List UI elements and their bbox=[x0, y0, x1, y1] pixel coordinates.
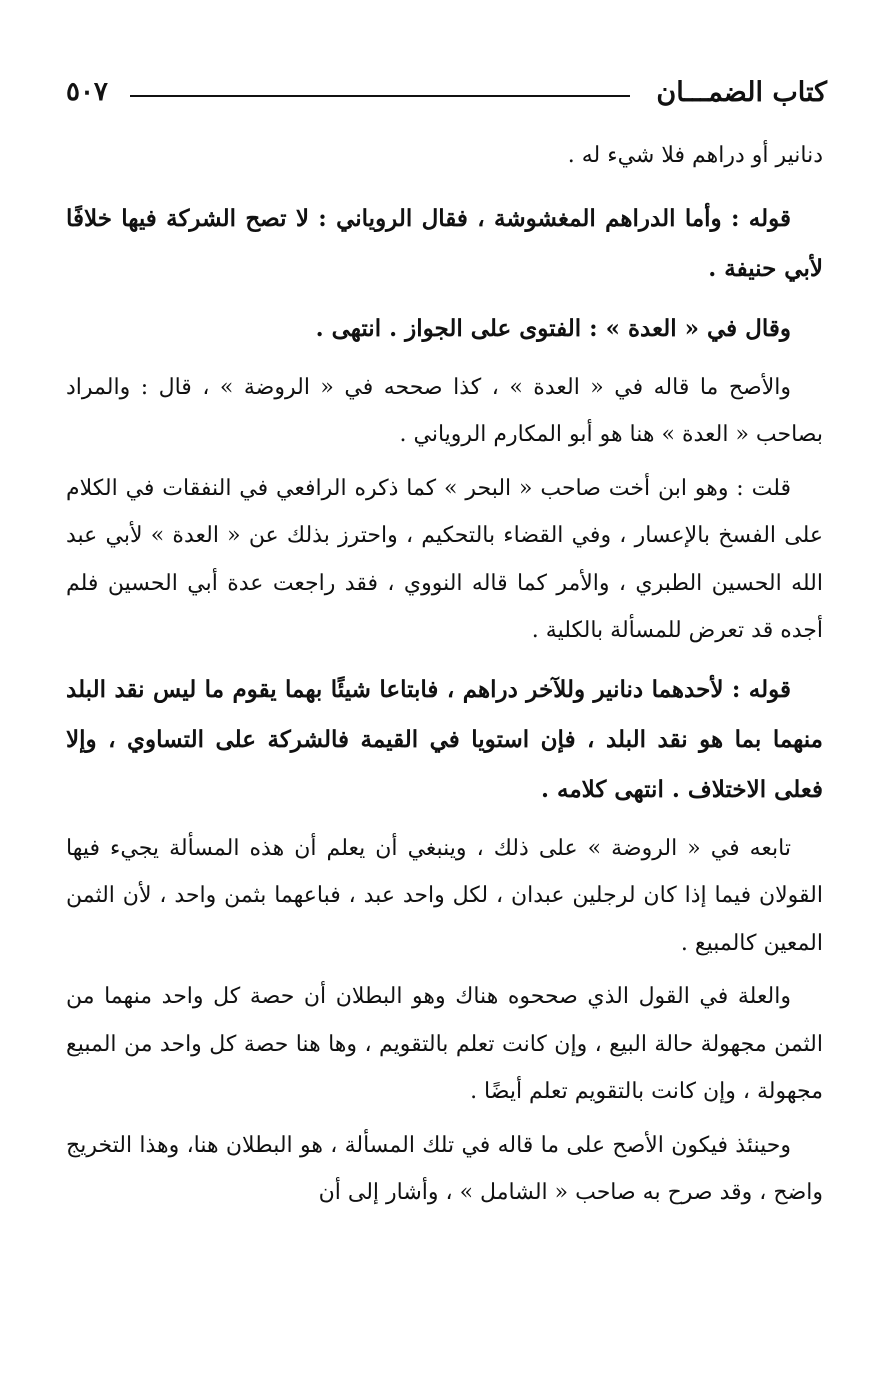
page-header bbox=[66, 70, 827, 114]
paragraph-2-quote: قوله : وأما الدراهم المغشوشة ، فقال الروياني : لا تصح الشركة فيها خلافًا لأبي حنيفة . bbox=[66, 204, 823, 282]
paragraph-6-quote: قوله : لأحدهما دنانير وللآخر دراهم ، فابتاعا شيئًا بهما يقوم ما ليس نقد البلد منهما بما هو نقد البلد ، فإن استويا في القيمة فالشركة على التساوي ، وإلا فعلى الاختلاف . انتهى كلامه . bbox=[66, 675, 823, 803]
page-number: ٥٠٧ bbox=[66, 77, 108, 107]
paragraph-8: والعلة في القول الذي صححوه هناك وهو البطلان أن حصة كل واحد منهما من الثمن مجهولة حالة البيع ، وإن كانت تعلم بالتقويم ، وها هنا حصة كل واحد من المبيع مجهولة ، وإن كانت بالتقويم تعلم أيضًا . bbox=[66, 984, 823, 1104]
header-rule bbox=[130, 95, 631, 97]
page-body bbox=[66, 132, 823, 1272]
paragraph-1: دنانير أو دراهم فلا شيء له . bbox=[567, 143, 823, 168]
paragraph-4: والأصح ما قاله في « العدة » ، كذا صححه في « الروضة » ، قال : والمراد بصاحب « العدة » هنا هو أبو المكارم الروياني . bbox=[66, 374, 823, 447]
paragraph-5: قلت : وهو ابن أخت صاحب « البحر » كما ذكره الرافعي في النفقات في الكلام على الفسخ بالإعسار ، وفي القضاء بالتحكيم ، واحترز بذلك عن « العدة » لأبي عبد الله الحسين الطبري ، والأمر كما قاله النووي ، فقد راجعت عدة أبي الحسين فلم أجده قد تعرض للمسألة بالكلية . bbox=[66, 475, 823, 643]
running-title: كتاب الضمـــان bbox=[656, 76, 827, 108]
paragraph-3-quote: وقال في « العدة » : الفتوى على الجواز . انتهى . bbox=[315, 314, 791, 342]
paragraph-9: وحينئذ فيكون الأصح على ما قاله في تلك المسألة ، هو البطلان هنا، وهذا التخريج واضح ، وقد صرح به صاحب « الشامل » ، وأشار إلى أن bbox=[66, 1132, 823, 1205]
paragraph-7: تابعه في « الروضة » على ذلك ، وينبغي أن يعلم أن هذه المسألة يجيء فيها القولان فيما إذا كان لرجلين عبدان ، لكل واحد عبد ، فباعهما بثمن واحد ، لأن الثمن المعين كالمبيع . bbox=[66, 835, 823, 956]
